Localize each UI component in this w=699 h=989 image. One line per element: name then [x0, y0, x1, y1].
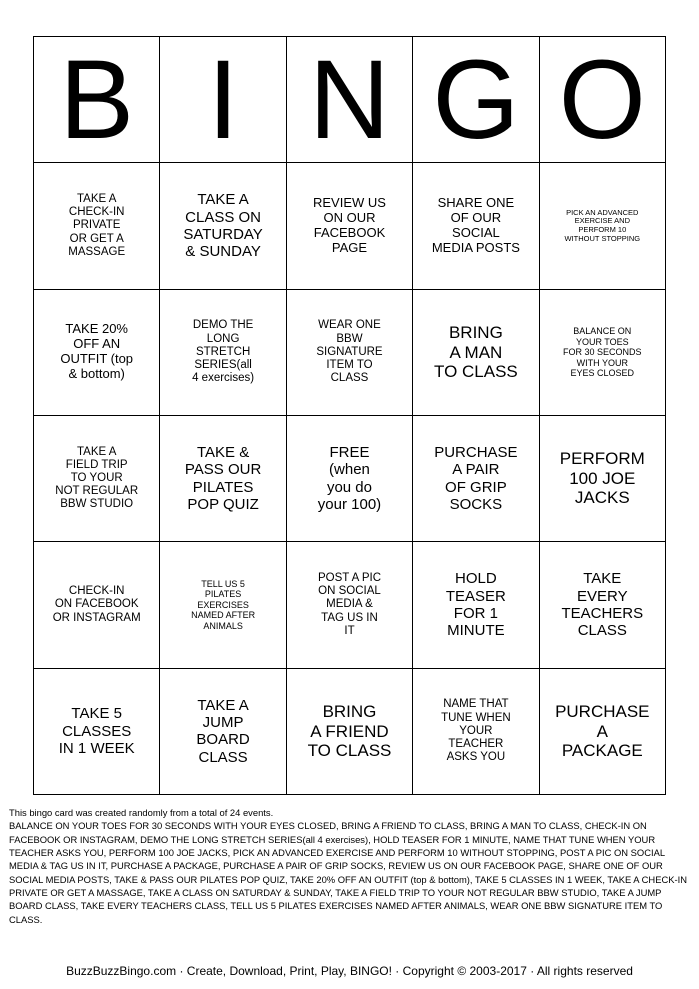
- bingo-cell: [413, 669, 539, 795]
- bingo-cell-text: REVIEW US ON OUR FACEBOOK PAGE: [313, 195, 386, 255]
- bingo-cell: [34, 542, 160, 668]
- site-footer: BuzzBuzzBingo.com · Create, Download, Print, Play, BINGO! · Copyright © 2003-2017 · All rights reserved: [66, 964, 633, 978]
- header-n: N: [287, 37, 413, 163]
- bingo-cell: [34, 163, 160, 289]
- bingo-cell: [160, 163, 286, 289]
- bingo-cell: [413, 416, 539, 542]
- bingo-cell-text: BALANCE ON YOUR TOES FOR 30 SECONDS WITH YOUR EYES CLOSED: [563, 326, 642, 378]
- bingo-cell-text: BRING A MAN TO CLASS: [434, 323, 518, 382]
- bingo-cell: [160, 669, 286, 795]
- bingo-cell: [34, 416, 160, 542]
- bingo-cell-text: TAKE A CHECK-IN PRIVATE OR GET A MASSAGE: [68, 192, 126, 258]
- bingo-cell: [287, 163, 413, 289]
- bingo-cell: [34, 290, 160, 416]
- bingo-cell-text: PICK AN ADVANCED EXERCISE AND PERFORM 10 WITHOUT STOPPING: [564, 207, 641, 243]
- bingo-cell-text: DEMO THE LONG STRETCH SERIES(all 4 exercises): [192, 319, 255, 385]
- bingo-cell-text: CHECK-IN ON FACEBOOK OR INSTAGRAM: [52, 585, 141, 624]
- bingo-cell-text: PURCHASE A PACKAGE: [555, 702, 650, 761]
- bingo-cell: [287, 290, 413, 416]
- bingo-cell-text: POST A PIC ON SOCIAL MEDIA & TAG US IN IT: [317, 571, 382, 637]
- bingo-cell-text: FREE (when you do your 100): [317, 444, 382, 513]
- bingo-cell-text: PURCHASE A PAIR OF GRIP SOCKS: [434, 444, 518, 513]
- header-g: G: [413, 37, 539, 163]
- bingo-cell-text: TAKE 20% OFF AN OUTFIT (top & bottom): [60, 321, 134, 382]
- bingo-cell-text: TAKE 5 CLASSES IN 1 WEEK: [58, 705, 135, 757]
- bingo-cell: [160, 542, 286, 668]
- bingo-cell-text: PERFORM 100 JOE JACKS: [559, 449, 645, 508]
- bingo-cell-text: NAME THAT TUNE WHEN YOUR TEACHER ASKS YOU: [441, 698, 511, 764]
- bingo-card: [33, 36, 666, 795]
- bingo-cell: [287, 416, 413, 542]
- bingo-cell-text: WEAR ONE BBW SIGNATURE ITEM TO CLASS: [316, 319, 383, 385]
- bingo-cell-text: TAKE & PASS OUR PILATES POP QUIZ: [184, 444, 262, 513]
- bingo-cell: [160, 416, 286, 542]
- header-o: O: [540, 37, 666, 163]
- bingo-cell-text: TAKE A CLASS ON SATURDAY & SUNDAY: [183, 191, 263, 261]
- bingo-cell: [287, 669, 413, 795]
- bingo-cell: [540, 163, 666, 289]
- bingo-cell: [413, 290, 539, 416]
- bingo-cell: [413, 163, 539, 289]
- bingo-cell-text: HOLD TEASER FOR 1 MINUTE: [445, 570, 506, 640]
- bingo-cell-text: TAKE A FIELD TRIP TO YOUR NOT REGULAR BBW STUDIO: [55, 445, 139, 511]
- bingo-cell: [540, 416, 666, 542]
- bingo-cell-text: TELL US 5 PILATES EXERCISES NAMED AFTER ANIMALS: [191, 579, 256, 631]
- bingo-cell-text: TAKE EVERY TEACHERS CLASS: [561, 570, 644, 640]
- bingo-cell: [540, 669, 666, 795]
- card-description: This bingo card was created randomly from a total of 24 events. BALANCE ON YOUR TOES FOR 30 SECONDS WITH YOUR EYES CLOSED, BRING A FRIEND TO CLASS, BRING A MAN TO CLASS, CHECK-IN ON FACEBOOK OR INSTAGRAM, DEMO THE LONG STRETCH SERIES(all 4 exercises), HOLD TEASER FOR 1 MINUTE, NAME THAT TUNE WHEN YOUR TEACHER ASKS YOU, PERFORM 100 JOE JACKS, PICK AN ADVANCED EXERCISE AND PERFORM 10 WITHOUT STOPPING, POST A PIC ON SOCIAL MEDIA & TAG US IN IT, PURCHASE A PACKAGE, PURCHASE A PAIR OF GRIP SOCKS, REVIEW US ON OUR FACEBOOK PAGE, SHARE ONE OF OUR SOCIAL MEDIA POSTS, TAKE & PASS OUR PILATES POP QUIZ, TAKE 20% OFF AN OUTFIT (top & bottom), TAKE 5 CLASSES IN 1 WEEK, TAKE A CHECK-IN PRIVATE OR GET A MASSAGE, TAKE A CLASS ON SATURDAY & SUNDAY, TAKE A FIELD TRIP TO YOUR NOT REGULAR BBW STUDIO, TAKE A JUMP BOARD CLASS, TAKE EVERY TEACHERS CLASS, TELL US 5 PILATES EXERCISES NAMED AFTER ANIMALS, WEAR ONE BBW SIGNATURE ITEM TO CLASS.: [9, 807, 687, 925]
- bingo-cell: [160, 290, 286, 416]
- bingo-cell: [287, 542, 413, 668]
- header-b: B: [34, 37, 160, 163]
- bingo-cell-text: TAKE A JUMP BOARD CLASS: [196, 696, 250, 766]
- bingo-cell: [34, 669, 160, 795]
- bingo-cell: [540, 290, 666, 416]
- bingo-cell-text: SHARE ONE OF OUR SOCIAL MEDIA POSTS: [431, 195, 520, 255]
- bingo-cell: [540, 542, 666, 668]
- header-i: I: [160, 37, 286, 163]
- bingo-cell: [413, 542, 539, 668]
- bingo-cell-text: BRING A FRIEND TO CLASS: [307, 702, 392, 761]
